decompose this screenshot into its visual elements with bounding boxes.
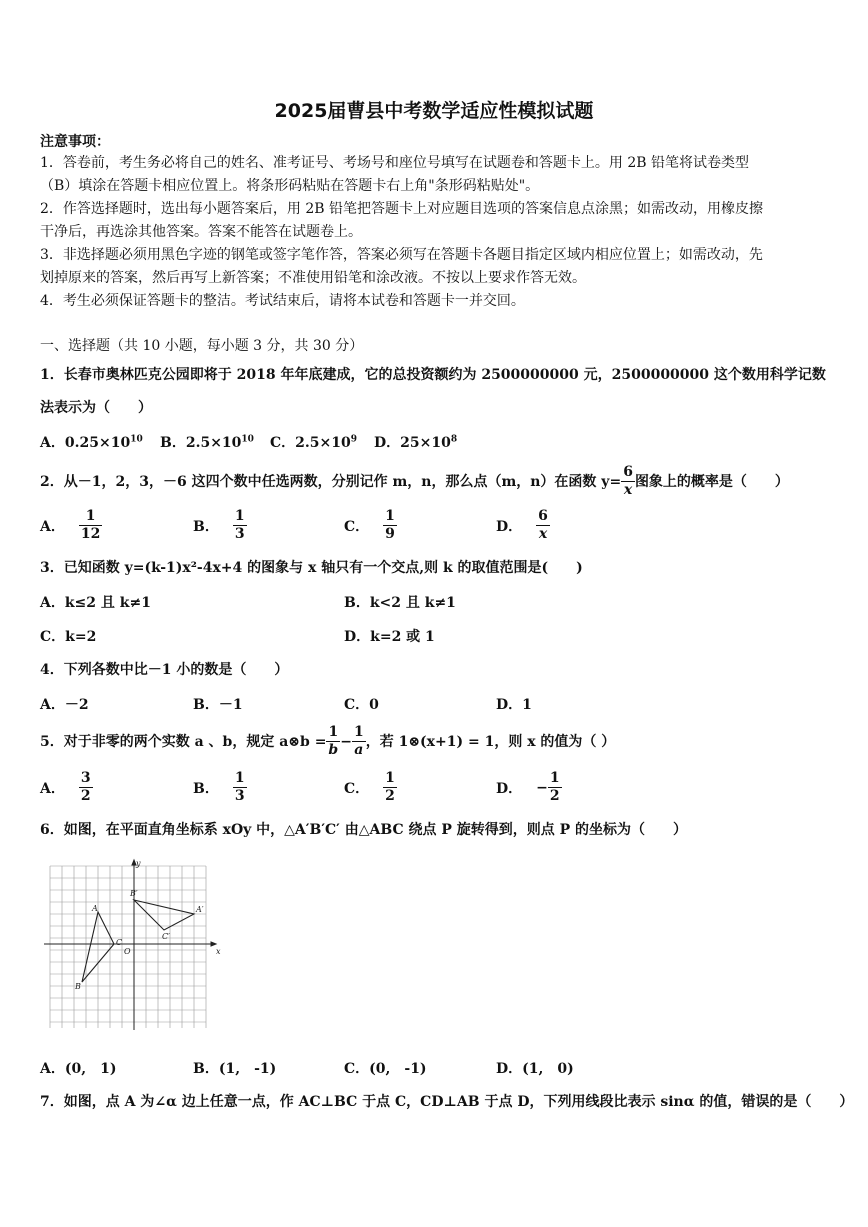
- q4-option-c: C．0: [344, 697, 379, 713]
- section-heading: 一、选择题（共 10 小题，每小题 3 分，共 30 分）: [40, 338, 364, 354]
- notice-line: 2．作答选择题时，选出每小题答案后，用 2B 铅笔把答题卡上对应题目选项的答案信息点涂黑；如需改动，用橡皮擦: [40, 201, 763, 217]
- notice-line: 4．考生必须保证答题卡的整洁。考试结束后，请将本试卷和答题卡一并交回。: [40, 293, 525, 309]
- q4-option-a: A．－2: [40, 697, 89, 713]
- q4-option-b: B．－1: [193, 697, 243, 713]
- question-7-text: 7．如图，点 A 为∠α 边上任意一点，作 AC⊥BC 于点 C，CD⊥AB 于点 D，下列用线段比表示 sinα 的值，错误的是（ ）: [40, 1094, 854, 1110]
- q1-option-c: C．$2.5\times 10^9$: [270, 434, 357, 451]
- q5-option-c: C． $\frac{1}{2}$: [344, 770, 395, 804]
- point-b2-label: B′: [130, 889, 138, 898]
- notice-line: 划掉原来的答案，然后再写上新答案；不准使用铅笔和涂改液。不按以上要求作答无效。: [40, 270, 586, 286]
- question-6-text: 6．如图，在平面直角坐标系 xOy 中，△A′B′C′ 由△ABC 绕点 P 旋转得到，则点 P 的坐标为（ ）: [40, 822, 688, 838]
- x-axis-label: x: [216, 947, 221, 956]
- notice-line: 干净后，再选涂其他答案。答案不能答在试题卷上。: [40, 224, 362, 240]
- y-axis-label: y: [136, 859, 141, 868]
- point-a2-label: A′: [196, 905, 204, 914]
- question-3-text: 3．已知函数 y=(k-1)x²-4x+4 的图象与 x 轴只有一个交点,则 k 的取值范围是( ): [40, 560, 583, 576]
- q3-option-a: A．k≤2 且 k≠1: [40, 595, 151, 611]
- question-2-text: 2．从－1，2，3，－6 这四个数中任选两数，分别记作 m，n，那么点（m，n）在函数 y= $\frac{6}{x}$ 图象上的概率是（ ）: [40, 464, 789, 498]
- question-1-text-cont: 法表示为（ ）: [40, 400, 152, 416]
- q3-option-d: D．k=2 或 1: [344, 629, 435, 645]
- fraction: $\frac{6}{x}$: [623, 464, 633, 498]
- point-a-label: A: [92, 904, 98, 913]
- q6-option-d: D．(1, 0): [496, 1061, 574, 1077]
- triangle-a2b2c2: [134, 900, 194, 930]
- origin-label: O: [124, 947, 131, 956]
- q3-option-c: C．k=2: [40, 629, 97, 645]
- q1-option-d: D．$25\times 10^8$: [374, 434, 458, 451]
- q5-option-d: D． − $\frac{1}{2}$: [496, 770, 560, 804]
- q6-option-c: C．(0, -1): [344, 1061, 427, 1077]
- q1-option-a: A．$0.25\times 10^{10}$: [40, 434, 143, 451]
- notice-heading: 注意事项：: [40, 134, 110, 150]
- point-c-label: C: [116, 938, 123, 947]
- q2-option-b: B． $\frac{1}{3}$: [193, 508, 245, 542]
- q1-option-b: B．$2.5\times 10^{10}$: [160, 434, 254, 451]
- q6-option-a: A．(0, 1): [40, 1061, 117, 1077]
- point-c2-label: C′: [162, 932, 170, 941]
- point-b-label: B: [75, 982, 81, 991]
- q3-option-b: B．k<2 且 k≠1: [344, 595, 456, 611]
- q6-option-b: B．(1, -1): [193, 1061, 277, 1077]
- q2-option-c: C． $\frac{1}{9}$: [344, 508, 395, 542]
- q2-option-d: D． $\frac{6}{x}$: [496, 508, 548, 542]
- notice-line: （B）填涂在答题卡相应位置上。将条形码粘贴在答题卡右上角"条形码粘贴处"。: [40, 178, 540, 194]
- q2-option-a: A． $\frac{1}{12}$: [40, 508, 101, 542]
- notice-line: 1．答卷前，考生务必将自己的姓名、准考证号、考场号和座位号填写在试题卷和答题卡上。用 2B 铅笔将试卷类型: [40, 155, 749, 171]
- q5-option-b: B． $\frac{1}{3}$: [193, 770, 245, 804]
- page-title: 2025届曹县中考数学适应性模拟试题: [274, 100, 594, 122]
- question-4-text: 4．下列各数中比－1 小的数是（ ）: [40, 662, 289, 678]
- question-1-text: 1．长春市奥林匹克公园即将于 2018 年年底建成，它的总投资额约为 2500000000 元，2500000000 这个数用科学记数: [40, 367, 826, 383]
- q5-option-a: A． $\frac{3}{2}$: [40, 770, 91, 804]
- q4-option-d: D．1: [496, 697, 532, 713]
- coordinate-grid-figure: [40, 858, 230, 1034]
- notice-line: 3．非选择题必须用黑色字迹的钢笔或签字笔作答，答案必须写在答题卡各题目指定区域内相应位置上；如需改动，先: [40, 247, 763, 263]
- question-5-text: 5．对于非零的两个实数 a 、b，规定 a⊗b = $\frac{1}{b}$ − $\frac{1}{a}$ ，若 1⊗(x+1) = 1，则 x 的值为（ ）: [40, 724, 616, 758]
